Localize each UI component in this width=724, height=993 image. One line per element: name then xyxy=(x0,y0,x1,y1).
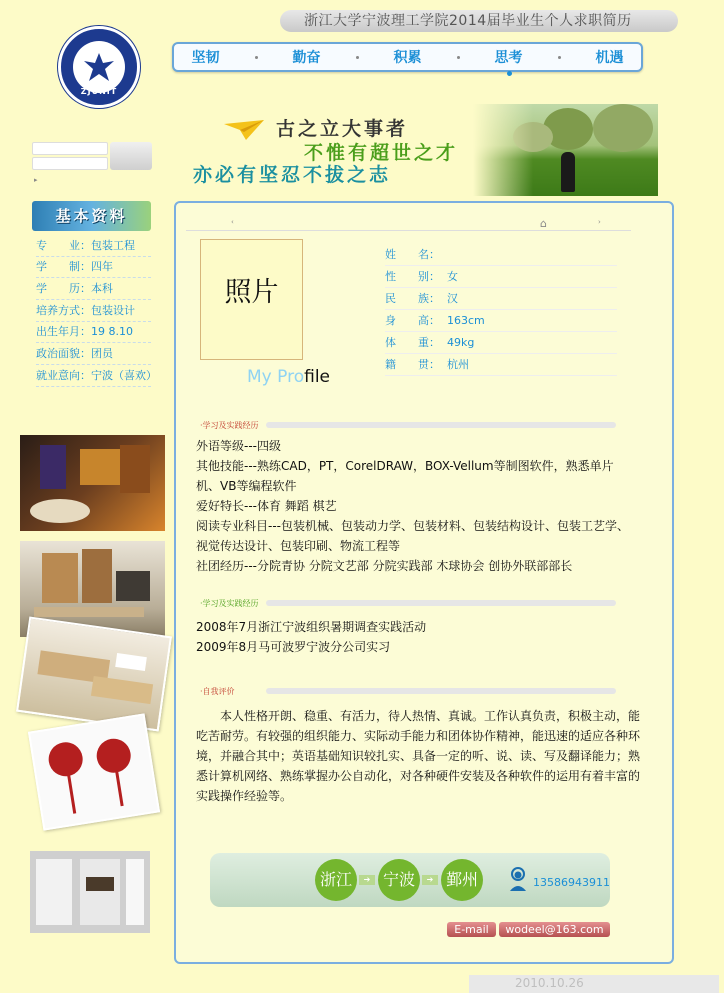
packaging-photo-3 xyxy=(16,616,172,731)
section-divider xyxy=(266,600,616,606)
info-duration: 学 制：四年 xyxy=(36,258,151,278)
info-birth: 出生年月：19 8.10 xyxy=(36,323,151,343)
slogan-line-1: 古之立大事者 xyxy=(276,118,409,140)
section-divider xyxy=(266,422,616,428)
section-label-self-eval: ·自我评价 xyxy=(200,687,235,696)
section-divider xyxy=(266,688,616,694)
nav-separator xyxy=(356,56,359,59)
email-label: E-mail xyxy=(447,922,496,937)
practice-text: 2008年7月浙江宁波组织暑期调查实践活动 2009年8月马可波罗宁波分公司实习 xyxy=(196,620,427,654)
email-address[interactable]: wodeel@163.com xyxy=(499,922,610,937)
city-circle-2: 宁波 xyxy=(378,859,420,901)
nav-separator xyxy=(558,56,561,59)
landscape-photo xyxy=(473,104,658,196)
phone-number[interactable]: 13586943911 xyxy=(533,876,610,889)
nav-separator xyxy=(255,56,258,59)
info-training: 培养方式：包装设计 xyxy=(36,302,151,322)
my-profile-heading: My Profile xyxy=(247,367,330,387)
profile-gender: 性 别： 女 xyxy=(385,266,617,288)
packaging-photo-5 xyxy=(30,851,150,933)
arrow-right-icon: ➔ xyxy=(422,875,438,885)
nav-item-1[interactable]: 坚韧 xyxy=(191,50,220,66)
chevron-right-icon: › xyxy=(598,218,601,226)
self-evaluation-text: 本人性格开朗、稳重、有活力，待人热情、真诚。工作认真负责，积极主动，能吃苦耐劳。有较强的组织能力、实际动手能力和团体协作精神，能迅速的适应各种环境，并融合其中；英语基础知识较扎实、具备一定的听、说、读、写及翻译能力；熟悉计算机网络、熟练掌握办公自动化，对各种硬件安装及各种软件的运用有着丰富的实践操作经验等。 xyxy=(196,709,641,803)
password-input[interactable] xyxy=(32,157,108,170)
info-major: 专 业：包装工程 xyxy=(36,237,151,257)
city-circle-3: 鄞州 xyxy=(441,859,483,901)
panel-divider xyxy=(186,230,631,231)
slogan-line-3: 亦必有坚忍不拔之志 xyxy=(193,164,392,186)
info-politics: 政治面貌：团员 xyxy=(36,345,151,365)
nav-item-5[interactable]: 机遇 xyxy=(595,50,624,66)
profile-ethnicity: 民 族： 汉 xyxy=(385,288,617,310)
profile-height: 身 高： 163cm xyxy=(385,310,617,332)
chevron-left-icon: ‹ xyxy=(231,218,234,226)
arrow-right-icon: ➔ xyxy=(359,875,375,885)
footer-bar xyxy=(469,975,719,993)
logo-text: ZJUNIT xyxy=(80,87,118,96)
basic-info-title: 基本资料 xyxy=(32,201,151,231)
username-input[interactable] xyxy=(32,142,108,155)
info-degree: 学 历：本科 xyxy=(36,280,151,300)
arrow-right-icon: ▸ xyxy=(34,176,38,184)
active-dot-icon xyxy=(507,71,512,76)
phoenix-icon xyxy=(81,49,117,85)
login-button[interactable] xyxy=(110,142,152,170)
nav-item-2[interactable]: 勤奋 xyxy=(292,50,321,66)
section-label-practice: ·学习及实践经历 xyxy=(200,599,259,608)
resume-title: 浙江大学宁波理工学院2014届毕业生个人求职简历 xyxy=(280,10,678,32)
section-label-study: ·学习及实践经历 xyxy=(200,421,259,430)
footer-date: 2010.10.26 xyxy=(515,976,584,990)
city-circle-1: 浙江 xyxy=(315,859,357,901)
packaging-photo-4 xyxy=(28,713,160,830)
info-intention: 就业意向：宁波（喜欢） xyxy=(36,367,151,387)
nav-separator xyxy=(457,56,460,59)
main-nav xyxy=(172,42,643,72)
paper-plane-icon xyxy=(224,118,264,142)
profile-name: 姓 名： xyxy=(385,244,617,266)
nav-item-4[interactable]: 思考 xyxy=(495,47,523,67)
nav-item-3[interactable]: 积累 xyxy=(393,50,422,66)
packaging-photo-1 xyxy=(20,435,165,531)
study-text: 外语等级---四级 其他技能---熟练CAD，PT，CorelDRAW，BOX-Vellum等制图软件，熟悉单片机、VB等编程软件 爱好特长---体育 舞蹈 棋艺 阅读专业科目---包装机械、包装动力学、包装材料、包装结构设计、包装工艺学、视觉传达设计、包装印刷、物流工程等 社团经历---分院青协 分院文艺部 分院实践部 木球协会 创协外联部部长 xyxy=(196,439,629,573)
profile-hometown: 籍 贯： 杭州 xyxy=(385,354,617,376)
slogan-line-2: 不惟有超世之才 xyxy=(304,142,459,164)
university-logo xyxy=(58,26,140,108)
headset-person-icon xyxy=(507,865,529,893)
profile-weight: 体 重： 49kg xyxy=(385,332,617,354)
photo-label: 照片 xyxy=(224,277,279,308)
home-icon[interactable]: ⌂ xyxy=(540,217,547,230)
